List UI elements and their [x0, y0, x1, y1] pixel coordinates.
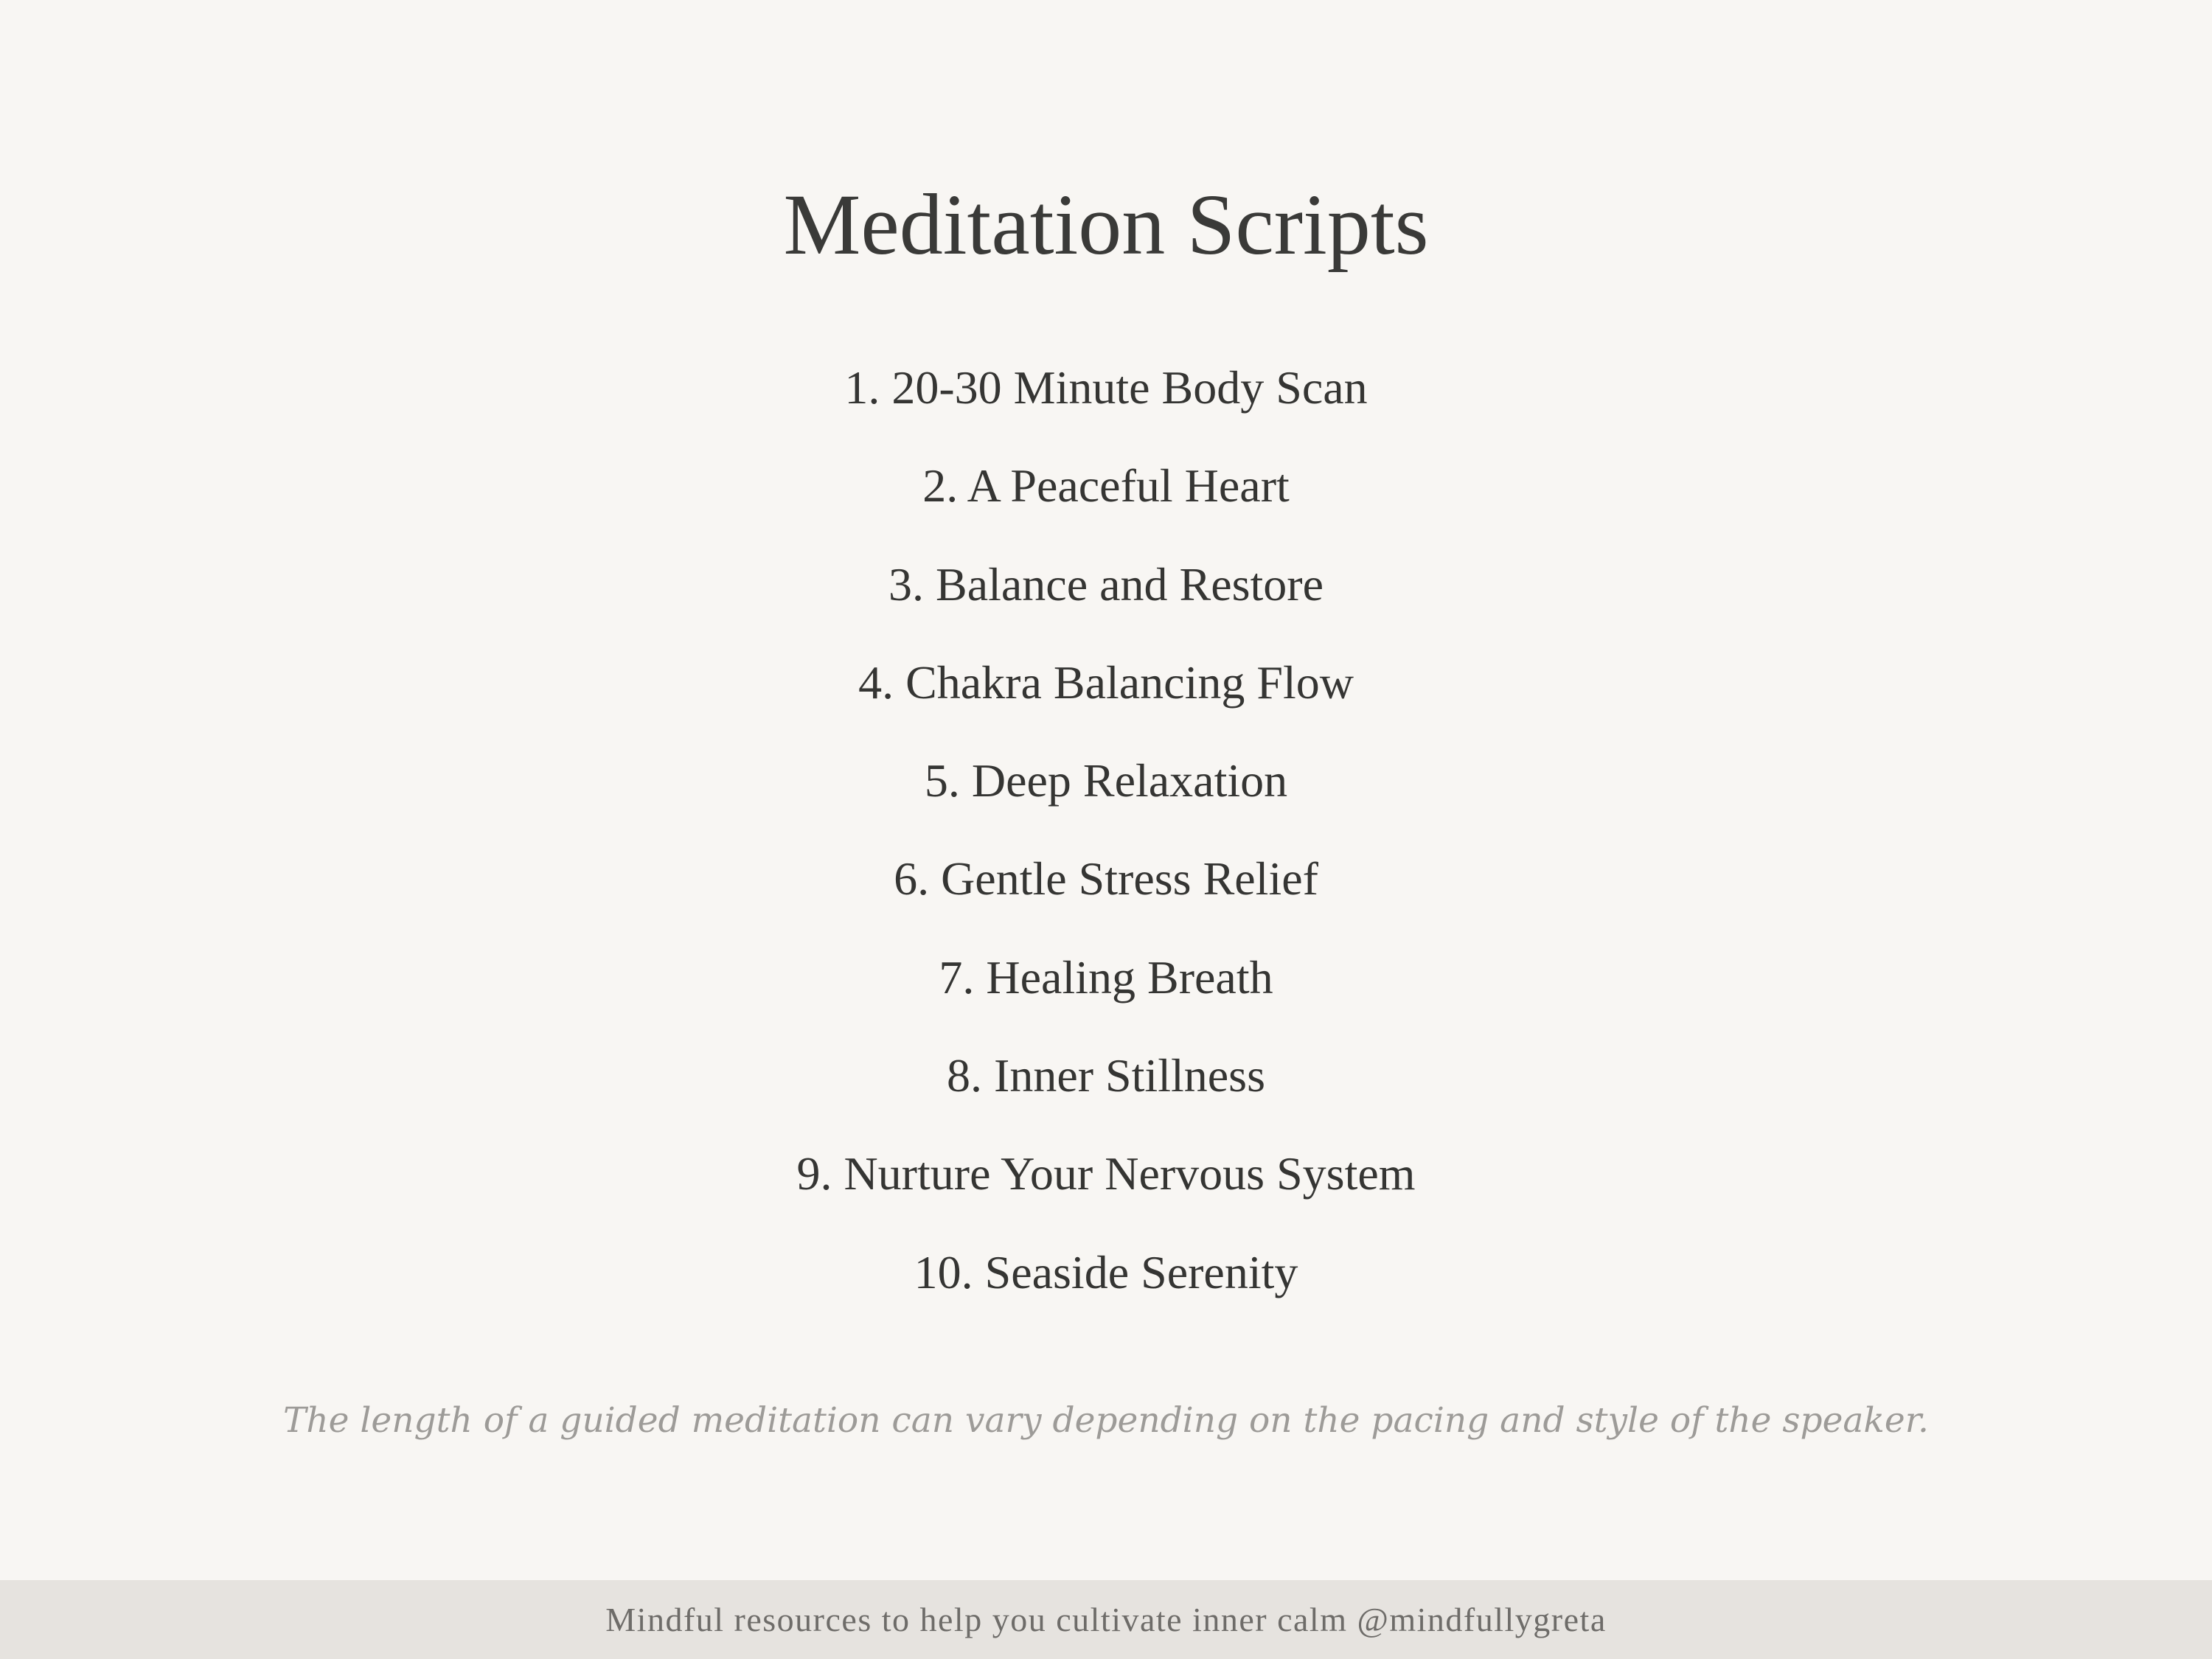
script-item-1: 1. 20-30 Minute Body Scan — [844, 361, 1368, 414]
page-title: Meditation Scripts — [783, 176, 1429, 273]
script-item-3: 3. Balance and Restore — [888, 557, 1324, 611]
script-item-4: 4. Chakra Balancing Flow — [858, 655, 1354, 709]
script-item-7: 7. Healing Breath — [939, 950, 1273, 1004]
script-item-2: 2. A Peaceful Heart — [922, 459, 1290, 512]
script-item-5: 5. Deep Relaxation — [924, 754, 1288, 807]
script-item-6: 6. Gentle Stress Relief — [894, 852, 1318, 905]
footer-text: Mindful resources to help you cultivate inner calm @mindfullygreta — [605, 1601, 1607, 1638]
length-note: The length of a guided meditation can vary depending on the pacing and style of the speaker. — [283, 1400, 1929, 1441]
script-item-9: 9. Nurture Your Nervous System — [796, 1147, 1416, 1200]
script-list — [0, 351, 2212, 1334]
footer-bar — [0, 1580, 2212, 1659]
script-item-8: 8. Inner Stillness — [947, 1049, 1265, 1102]
script-item-10: 10. Seaside Serenity — [914, 1245, 1298, 1298]
